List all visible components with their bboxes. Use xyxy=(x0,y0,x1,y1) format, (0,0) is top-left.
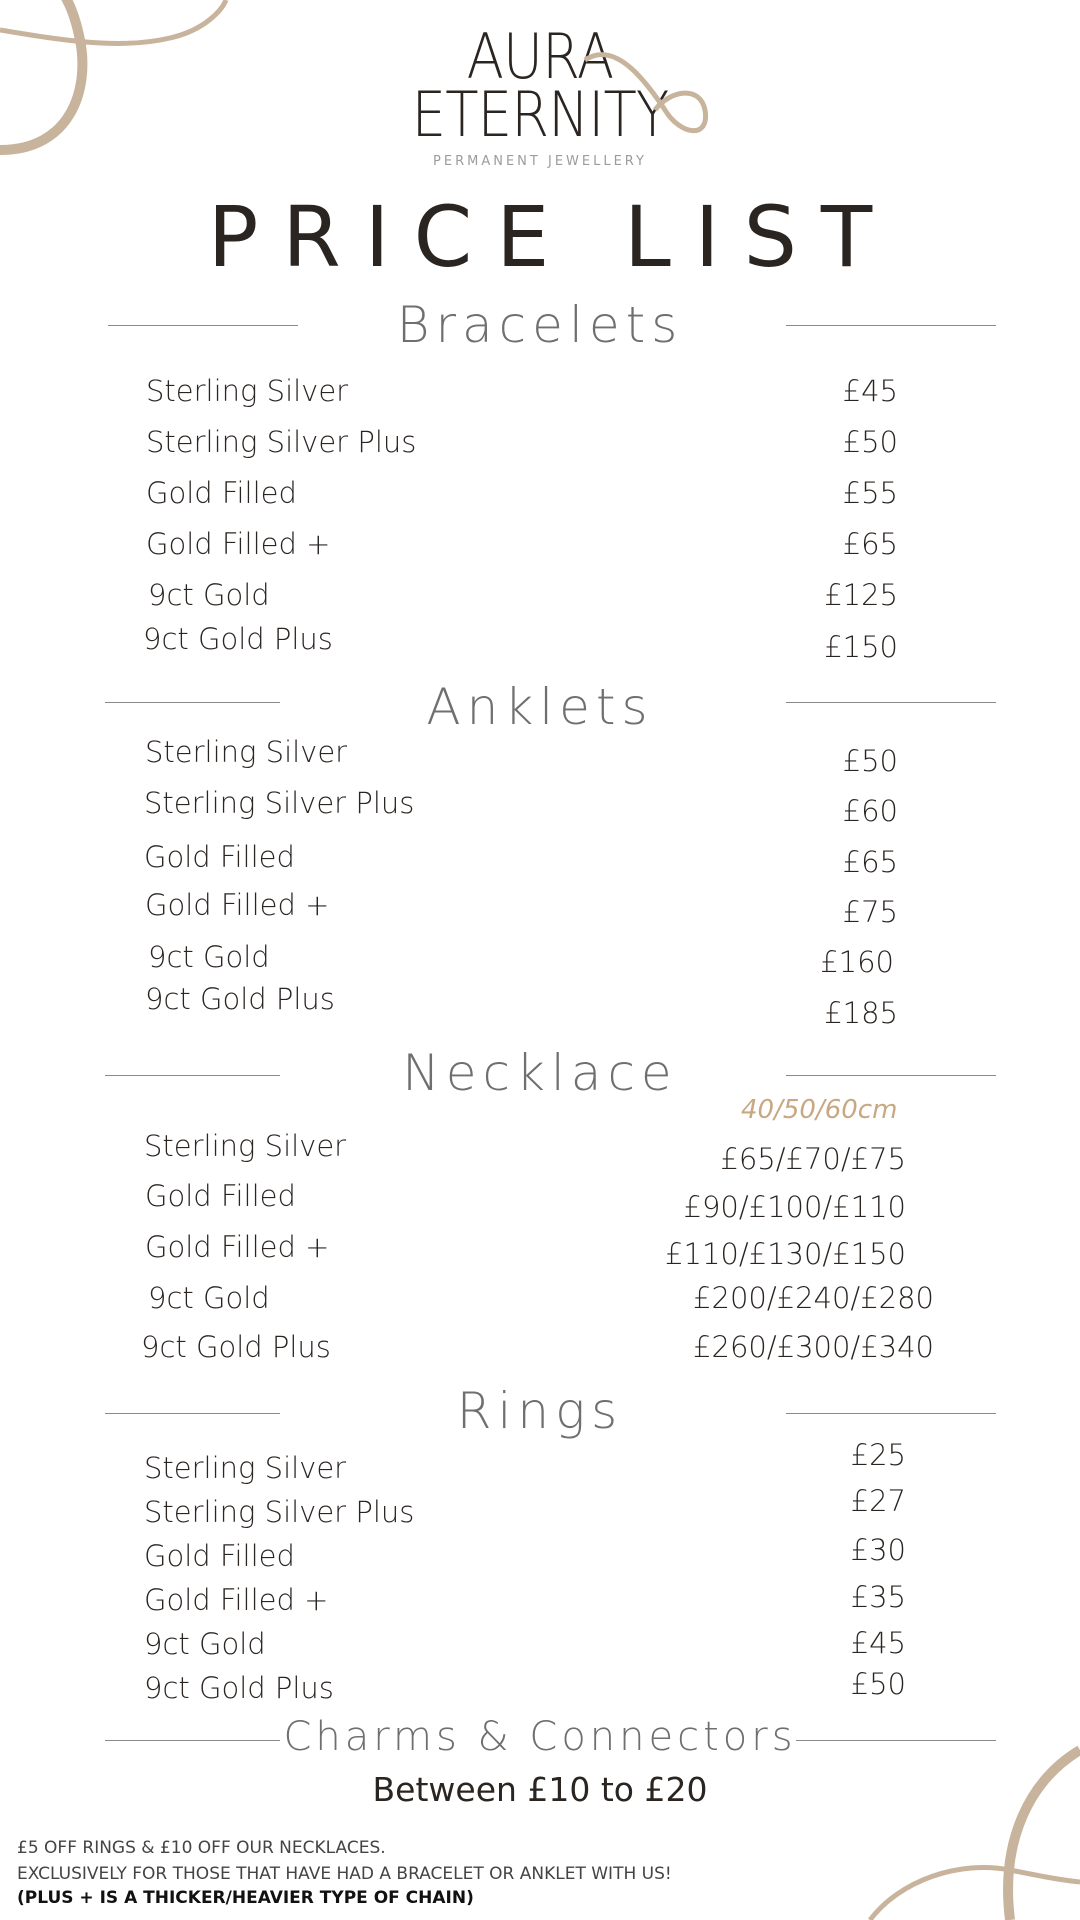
anklets-item-name: Gold Filled + xyxy=(145,888,330,922)
rings-item-price: £30 xyxy=(850,1533,906,1567)
rings-item-name: 9ct Gold Plus xyxy=(144,1671,334,1705)
necklace-heading: Necklace xyxy=(402,1044,678,1102)
anklets-item-name: Sterling Silver xyxy=(145,735,348,769)
rings-item-price: £45 xyxy=(850,1626,906,1660)
bracelets-item-price: £45 xyxy=(842,374,898,408)
rings-item-name: Gold Filled + xyxy=(144,1583,329,1617)
brand-name-line2: ETERNITY xyxy=(411,78,669,151)
bottom-right-swirl-decoration xyxy=(860,1740,1080,1920)
anklets-item-name: 9ct Gold xyxy=(148,940,270,974)
bracelets-item-name: 9ct Gold Plus xyxy=(143,622,333,656)
brand-logo xyxy=(0,20,1080,169)
rings-item-price: £25 xyxy=(850,1438,906,1472)
anklets-heading: Anklets xyxy=(426,678,654,736)
bracelets-item-price: £125 xyxy=(824,578,898,612)
anklets-item-name: Sterling Silver Plus xyxy=(144,786,415,820)
necklace-item-name: Gold Filled xyxy=(145,1179,296,1213)
rings-item-name: Sterling Silver xyxy=(144,1451,347,1485)
anklets-item-price: £50 xyxy=(842,744,898,778)
bracelets-item-name: Gold Filled xyxy=(146,476,297,510)
bracelets-item-price: £55 xyxy=(842,476,898,510)
bracelets-item-name: Sterling Silver Plus xyxy=(146,425,417,459)
anklets-item-price: £60 xyxy=(842,794,898,828)
logo-infinity-icon xyxy=(575,40,715,150)
rings-item-name: Sterling Silver Plus xyxy=(144,1495,415,1529)
necklace-item-name: Sterling Silver xyxy=(144,1129,347,1163)
page-title: PRICE LIST xyxy=(207,188,897,286)
necklace-item-price: £260/£300/£340 xyxy=(693,1330,934,1364)
rings-item-price: £35 xyxy=(850,1580,906,1614)
anklets-item-price: £75 xyxy=(842,895,898,929)
rings-item-price: £27 xyxy=(850,1484,906,1518)
footer-discount-note: £5 OFF RINGS & £10 OFF OUR NECKLACES. xyxy=(17,1838,386,1858)
necklace-item-price: £90/£100/£110 xyxy=(683,1190,906,1224)
anklets-item-price: £65 xyxy=(842,845,898,879)
rings-heading: Rings xyxy=(456,1382,624,1440)
rings-item-name: Gold Filled xyxy=(144,1539,295,1573)
brand-tagline: PERMANENT JEWELLERY xyxy=(433,154,647,169)
bracelets-item-price: £50 xyxy=(842,425,898,459)
brand-name-line1: AURA xyxy=(466,20,614,93)
necklace-item-price: £65/£70/£75 xyxy=(720,1142,906,1176)
footer-plus-definition: (PLUS + IS A THICKER/HEAVIER TYPE OF CHAIN) xyxy=(17,1888,474,1908)
charms-price-range: Between £10 to £20 xyxy=(372,1770,708,1809)
necklace-item-name: 9ct Gold Plus xyxy=(141,1330,331,1364)
necklace-item-price: £200/£240/£280 xyxy=(693,1281,934,1315)
rings-item-name: 9ct Gold xyxy=(144,1627,266,1661)
rings-item-price: £50 xyxy=(850,1667,906,1701)
bracelets-item-price: £65 xyxy=(842,527,898,561)
necklace-item-name: Gold Filled + xyxy=(145,1230,330,1264)
necklace-size-note: 40/50/60cm xyxy=(741,1095,898,1125)
anklets-item-price: £185 xyxy=(824,996,898,1030)
necklace-item-name: 9ct Gold xyxy=(148,1281,270,1315)
bracelets-item-price: £150 xyxy=(824,630,898,664)
anklets-item-name: Gold Filled xyxy=(144,840,295,874)
bracelets-heading: Bracelets xyxy=(396,296,684,354)
bracelets-item-name: 9ct Gold xyxy=(148,578,270,612)
footer-eligibility-note: EXCLUSIVELY FOR THOSE THAT HAVE HAD A BRACELET OR ANKLET WITH US! xyxy=(17,1864,672,1884)
charms-heading: Charms & Connectors xyxy=(283,1714,797,1760)
necklace-item-price: £110/£130/£150 xyxy=(665,1237,906,1271)
anklets-item-price: £160 xyxy=(820,945,894,979)
bracelets-item-name: Sterling Silver xyxy=(146,374,349,408)
bracelets-item-name: Gold Filled + xyxy=(146,527,331,561)
anklets-item-name: 9ct Gold Plus xyxy=(145,982,335,1016)
